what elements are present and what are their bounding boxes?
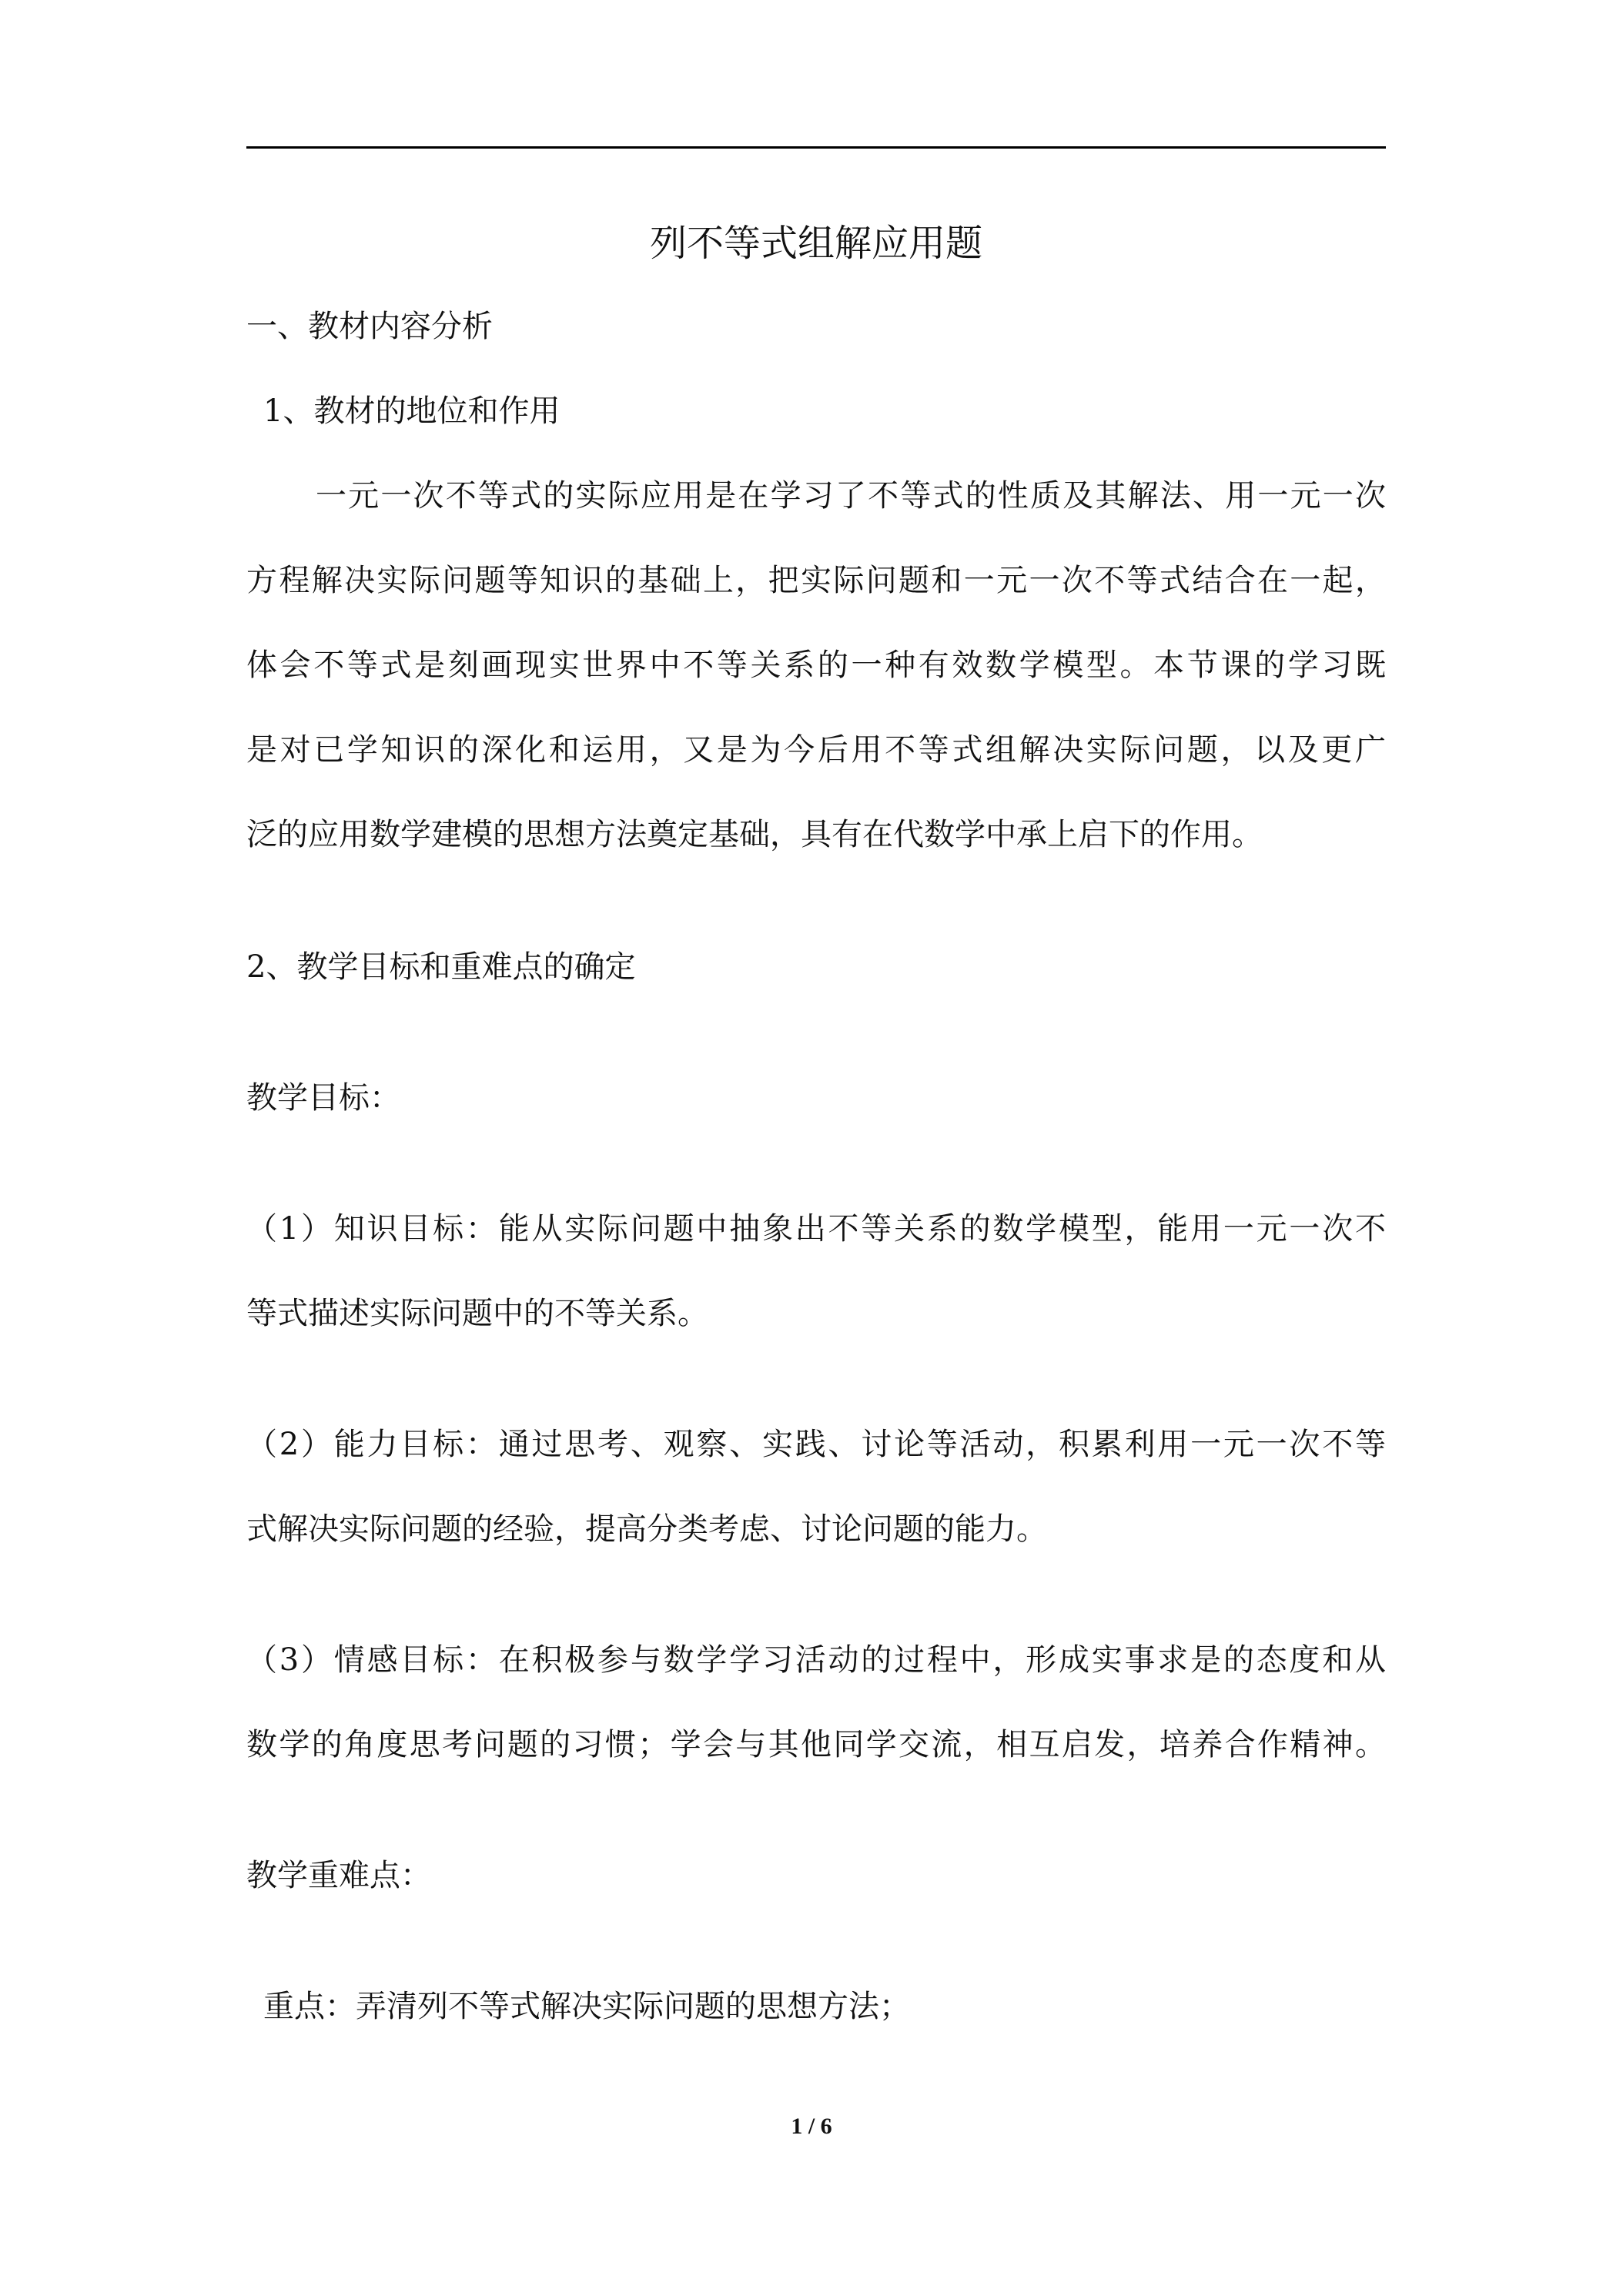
- section-heading: 一、教材内容分析: [246, 309, 493, 344]
- objective-line: 式解决实际问题的经验，提高分类考虑、讨论问题的能力。: [246, 1511, 1047, 1547]
- paragraph-line: 泛的应用数学建模的思想方法奠定基础，具有在代数学中承上启下的作用。: [246, 817, 1263, 852]
- keypoint-text: 重点：弄清列不等式解决实际问题的思想方法；: [263, 1989, 910, 2024]
- page-number: 1 / 6: [791, 2114, 832, 2139]
- objective-line: （2）能力目标：通过思考、观察、实践、讨论等活动，积累利用一元一次不等: [246, 1427, 1386, 1462]
- objectives-label: 教学目标：: [246, 1080, 400, 1116]
- objective-line: 数学的角度思考问题的习惯；学会与其他同学交流，相互启发，培养合作精神。: [246, 1727, 1386, 1762]
- objective-line: （1）知识目标：能从实际问题中抽象出不等关系的数学模型，能用一元一次不: [246, 1211, 1386, 1247]
- keypoints-label: 教学重难点：: [246, 1858, 431, 1893]
- objective-line: （3）情感目标：在积极参与数学学习活动的过程中，形成实事求是的态度和从: [246, 1642, 1386, 1678]
- subsection-heading: 1、教材的地位和作用: [263, 393, 561, 429]
- paragraph-line: 体会不等式是刻画现实世界中不等关系的一种有效数学模型。本节课的学习既: [246, 648, 1386, 683]
- header-rule: [246, 146, 1386, 149]
- subsection-heading: 2、教学目标和重难点的确定: [246, 949, 636, 985]
- objective-line: 等式描述实际问题中的不等关系。: [246, 1296, 708, 1331]
- paragraph-line: 一元一次不等式的实际应用是在学习了不等式的性质及其解法、用一元一次: [316, 478, 1386, 514]
- paragraph-line: 方程解决实际问题等知识的基础上，把实际问题和一元一次不等式结合在一起，: [246, 563, 1386, 598]
- paragraph-line: 是对已学知识的深化和运用，又是为今后用不等式组解决实际问题，以及更广: [246, 732, 1386, 768]
- document-title: 列不等式组解应用题: [649, 222, 982, 265]
